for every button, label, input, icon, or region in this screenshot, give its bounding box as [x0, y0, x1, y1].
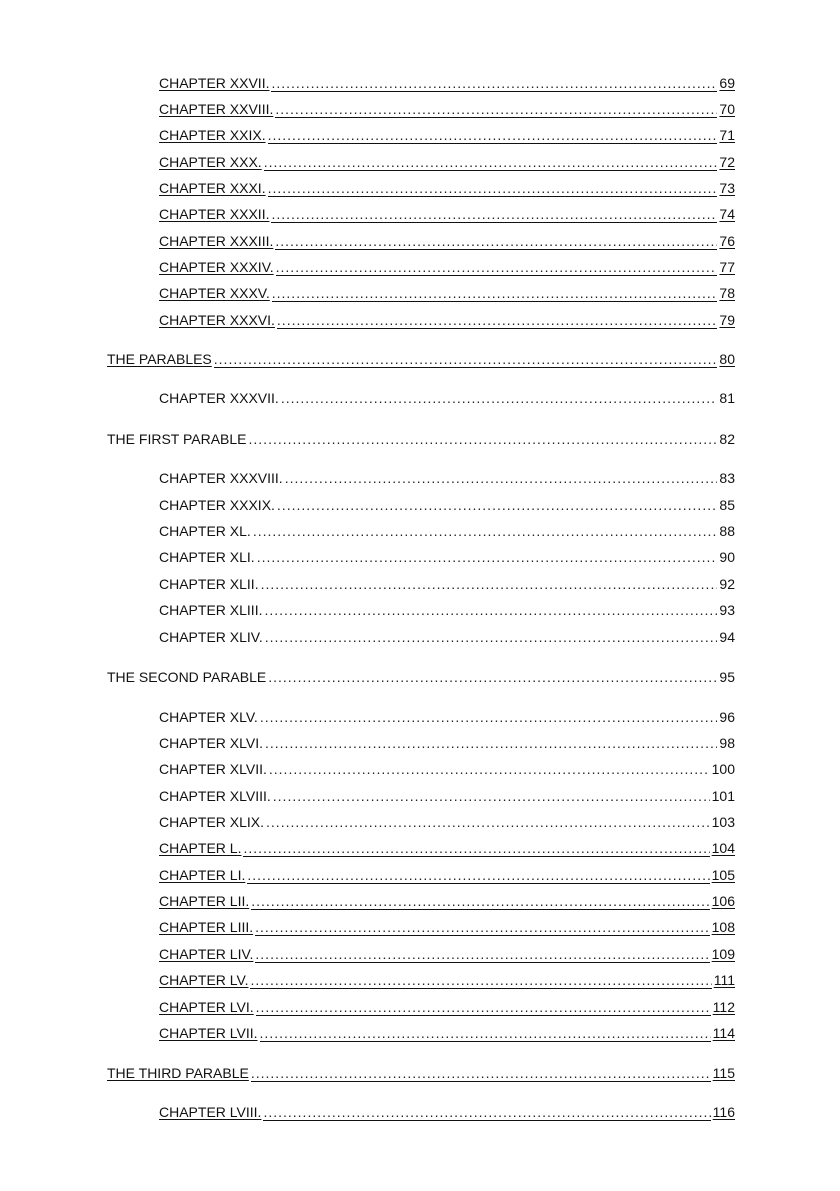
- dot-leader: [281, 389, 718, 407]
- toc-entry[interactable]: [159, 839, 735, 857]
- toc-entry-page: 111: [713, 972, 735, 988]
- toc-entry[interactable]: [159, 284, 735, 302]
- toc-entry[interactable]: [159, 892, 735, 910]
- toc-entry-page: 81: [719, 390, 735, 406]
- toc-entry[interactable]: [159, 100, 735, 118]
- toc-entry-title: CHAPTER XLIII.: [159, 602, 263, 618]
- dot-leader: [257, 548, 718, 566]
- dot-leader: [249, 430, 718, 448]
- toc-entry-page: 70: [719, 101, 735, 117]
- toc-entry-title: CHAPTER XLV.: [159, 709, 258, 725]
- toc-entry-page: 114: [712, 1025, 735, 1041]
- toc-entry-title: CHAPTER XLVI.: [159, 735, 263, 751]
- toc-entry-title: CHAPTER XXVIII.: [159, 101, 274, 117]
- dot-leader: [260, 1026, 711, 1042]
- toc-entry-page: 93: [719, 602, 735, 618]
- dot-leader: [214, 352, 718, 368]
- dot-leader: [260, 708, 718, 726]
- toc-entry-page: 106: [711, 893, 735, 909]
- toc-entry[interactable]: [159, 258, 735, 276]
- dot-leader: [271, 207, 717, 223]
- toc-entry[interactable]: [107, 1064, 735, 1082]
- toc-entry-title: CHAPTER LVII.: [159, 1025, 258, 1041]
- toc-entry-page: 83: [719, 470, 735, 486]
- dot-leader: [272, 286, 718, 302]
- toc-entry[interactable]: [159, 153, 735, 171]
- dot-leader: [261, 575, 718, 593]
- toc-entry[interactable]: [107, 668, 735, 686]
- dot-leader: [277, 496, 718, 514]
- toc-entry-title: CHAPTER XLVII.: [159, 761, 267, 777]
- toc-entry-title: THE SECOND PARABLE: [107, 669, 267, 685]
- dot-leader: [251, 894, 709, 910]
- dot-leader: [265, 628, 718, 646]
- dot-leader: [250, 973, 711, 989]
- toc-entry[interactable]: [159, 205, 735, 223]
- toc-entry-title: THE FIRST PARABLE: [107, 431, 247, 447]
- toc-entry-title: THE THIRD PARABLE: [107, 1065, 249, 1081]
- toc-entry[interactable]: [159, 998, 735, 1016]
- toc-entry-title: CHAPTER XXXII.: [159, 206, 270, 222]
- toc-entry[interactable]: [159, 126, 735, 144]
- toc-entry-page: 71: [719, 127, 735, 143]
- toc-entry-title: CHAPTER XXXVIII.: [159, 470, 283, 486]
- toc-entry[interactable]: [159, 575, 735, 593]
- toc-entry-page: 115: [712, 1065, 735, 1081]
- toc-entry[interactable]: [159, 971, 735, 989]
- toc-entry[interactable]: [159, 548, 735, 566]
- toc-entry-title: CHAPTER LIII.: [159, 919, 254, 935]
- dot-leader: [275, 102, 717, 118]
- toc-entry-title: CHAPTER LI.: [159, 867, 246, 883]
- dot-leader: [273, 787, 710, 805]
- toc-entry-title: CHAPTER XLVIII.: [159, 788, 271, 804]
- toc-entry-page: 104: [711, 840, 735, 856]
- toc-entry[interactable]: [107, 350, 735, 368]
- toc-entry-page: 100: [711, 761, 735, 777]
- dot-leader: [269, 760, 710, 778]
- dot-leader: [243, 841, 709, 857]
- toc-entry-page: 116: [712, 1104, 735, 1120]
- dot-leader: [263, 1105, 710, 1121]
- toc-entry[interactable]: [159, 179, 735, 197]
- toc-entry[interactable]: [159, 708, 735, 726]
- dot-leader: [264, 155, 718, 171]
- toc-entry-title: CHAPTER XXVII.: [159, 75, 270, 91]
- toc-entry-page: 88: [719, 523, 735, 539]
- toc-entry-title: CHAPTER XXXIII.: [159, 233, 274, 249]
- toc-entry[interactable]: [159, 918, 735, 936]
- toc-entry-page: 82: [719, 431, 735, 447]
- toc-entry-title: CHAPTER XL.: [159, 523, 251, 539]
- toc-entry[interactable]: [159, 734, 735, 752]
- dot-leader: [266, 813, 710, 831]
- toc-entry-title: CHAPTER XXX.: [159, 154, 262, 170]
- toc-entry-title: CHAPTER XXXIV.: [159, 259, 274, 275]
- dot-leader: [285, 469, 718, 487]
- toc-entry[interactable]: [159, 496, 735, 514]
- dot-leader: [277, 313, 718, 329]
- dot-leader: [268, 181, 718, 197]
- toc-entry-title: CHAPTER XLI.: [159, 549, 255, 565]
- toc-entry-title: CHAPTER L.: [159, 840, 242, 856]
- toc-entry-page: 103: [711, 814, 735, 830]
- toc-entry-title: CHAPTER LII.: [159, 893, 250, 909]
- toc-entry[interactable]: [159, 601, 735, 619]
- toc-entry[interactable]: [159, 760, 735, 778]
- toc-entry-page: 85: [719, 497, 735, 513]
- dot-leader: [275, 234, 717, 250]
- toc-entry-page: 76: [719, 233, 735, 249]
- toc-entry-page: 108: [711, 919, 735, 935]
- toc-entry[interactable]: [107, 430, 735, 448]
- dot-leader: [268, 668, 717, 686]
- toc-entry-page: 96: [719, 709, 735, 725]
- dot-leader: [268, 128, 718, 144]
- toc-entry-page: 80: [719, 351, 735, 367]
- toc-entry-page: 98: [719, 735, 735, 751]
- dot-leader: [265, 734, 717, 752]
- toc-entry-page: 105: [711, 867, 735, 883]
- toc-entry-title: CHAPTER LVI.: [159, 999, 254, 1015]
- toc-entry[interactable]: [159, 74, 735, 92]
- dot-leader: [255, 947, 709, 963]
- toc-entry-title: THE PARABLES: [107, 351, 212, 367]
- dot-leader: [271, 76, 717, 92]
- toc-entry[interactable]: [159, 628, 735, 646]
- toc-entry-title: CHAPTER XXXIX.: [159, 497, 275, 513]
- toc-entry-title: CHAPTER LVIII.: [159, 1104, 262, 1120]
- dot-leader: [276, 260, 718, 276]
- toc-entry-page: 79: [719, 312, 735, 328]
- toc-entry-title: CHAPTER XXXVII.: [159, 390, 279, 406]
- toc-entry[interactable]: [159, 1024, 735, 1042]
- toc-entry-page: 95: [719, 669, 735, 685]
- toc-entry-page: 72: [719, 154, 735, 170]
- toc-entry-page: 78: [719, 285, 735, 301]
- toc-entry[interactable]: [159, 522, 735, 540]
- toc-entry-page: 101: [711, 788, 735, 804]
- toc-entry-title: CHAPTER XLIX.: [159, 814, 265, 830]
- dot-leader: [247, 868, 709, 884]
- toc-entry-page: 90: [719, 549, 735, 565]
- toc-entry-page: 69: [719, 75, 735, 91]
- toc-entry-title: CHAPTER LIV.: [159, 946, 254, 962]
- toc-entry-page: 92: [719, 576, 735, 592]
- toc-entry[interactable]: [159, 866, 735, 884]
- toc-entry-title: CHAPTER LV.: [159, 972, 249, 988]
- toc-entry[interactable]: [159, 389, 735, 407]
- toc-entry[interactable]: [159, 232, 735, 250]
- toc-entry[interactable]: [159, 813, 735, 831]
- toc-entry-page: 74: [719, 206, 735, 222]
- dot-leader: [251, 1066, 711, 1082]
- toc-entry-title: CHAPTER XXIX.: [159, 127, 266, 143]
- dot-leader: [253, 522, 718, 540]
- toc-entry-title: CHAPTER XXXVI.: [159, 312, 275, 328]
- toc-entry-page: 77: [719, 259, 735, 275]
- toc-entry-title: CHAPTER XXXI.: [159, 180, 266, 196]
- dot-leader: [264, 601, 717, 619]
- toc-entry-title: CHAPTER XXXV.: [159, 285, 270, 301]
- toc-entry-page: 112: [712, 999, 735, 1015]
- toc-entry[interactable]: [159, 311, 735, 329]
- toc-entry[interactable]: [159, 1103, 735, 1121]
- dot-leader: [256, 1000, 711, 1016]
- toc-entry-page: 94: [719, 629, 735, 645]
- toc-entry-title: CHAPTER XLII.: [159, 576, 259, 592]
- toc-entry-page: 73: [719, 180, 735, 196]
- toc-entry[interactable]: [159, 469, 735, 487]
- toc-entry-title: CHAPTER XLIV.: [159, 629, 263, 645]
- toc-entry-page: 109: [711, 946, 735, 962]
- toc-entry[interactable]: [159, 945, 735, 963]
- dot-leader: [255, 920, 710, 936]
- toc-entry[interactable]: [159, 787, 735, 805]
